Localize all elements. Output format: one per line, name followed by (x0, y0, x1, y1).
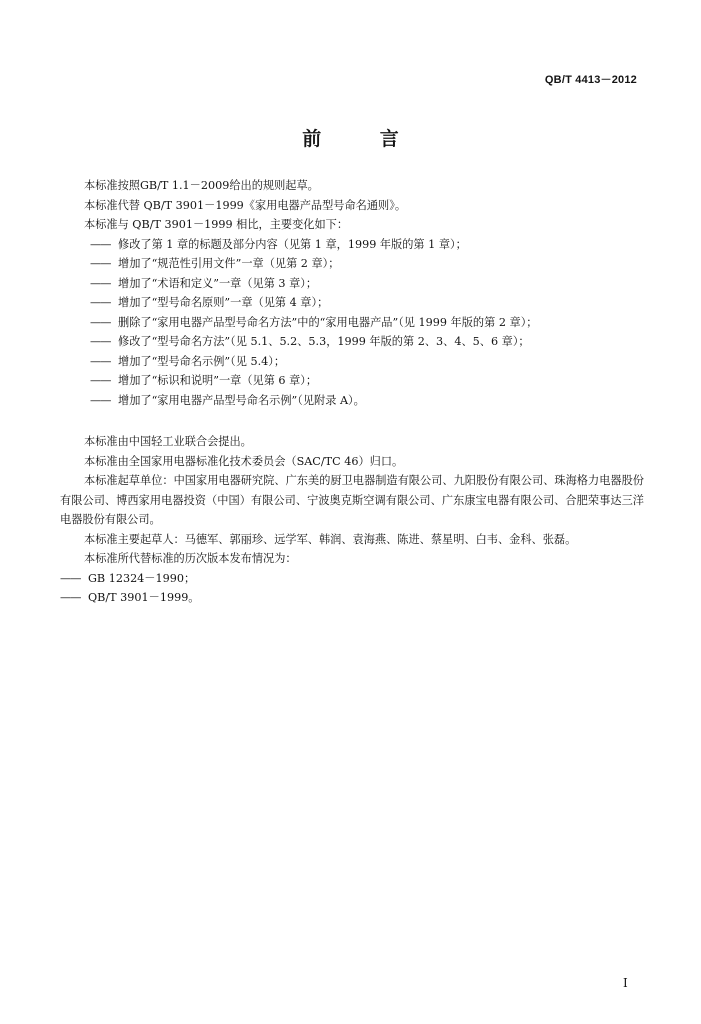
change-item (60, 332, 644, 352)
change-item (60, 352, 644, 372)
change-item (60, 371, 644, 391)
dash-mark: —— (90, 237, 111, 251)
history-text: GB 12324－1990； (88, 571, 196, 585)
intro-line: 本标准按照GB/T 1.1－2009给出的规则起草。 (84, 179, 319, 192)
dash-mark: —— (90, 393, 111, 407)
history-intro: 本标准所代替标准的历次版本发布情况为： (84, 552, 297, 565)
change-text: 增加了“规范性引用文件”一章（见第 2 章）； (118, 257, 340, 270)
centralized-line: 本标准由全国家用电器标准化技术委员会（SAC/TC 46）归口。 (84, 454, 404, 468)
change-text: 增加了“家用电器产品型号命名示例”（见附录 A）。 (118, 393, 365, 407)
dash-mark: —— (90, 257, 111, 270)
page-title: 前 言 (302, 128, 425, 150)
standard-number: QB/T 4413－2012 (544, 74, 637, 86)
page-number: I (623, 976, 628, 990)
change-text: 删除了“家用电器产品型号命名方法”中的“家用电器产品”（见 1999 年版的第 2 章）； (118, 315, 538, 329)
change-text: 增加了“术语和定义”一章（见第 3 章）； (118, 276, 318, 290)
change-item (60, 293, 644, 313)
change-item (60, 313, 644, 333)
dash-mark: —— (90, 335, 111, 348)
change-item (60, 235, 644, 255)
intro-line: 本标准代替 QB/T 3901－1999《家用电器产品型号命名通则》。 (84, 198, 407, 212)
change-text: 增加了“型号命名原则”一章（见第 4 章）； (118, 296, 329, 309)
change-text: 修改了“型号命名方法”（见 5.1、5.2、5.3，1999 年版的第 2、3、4、5、6 章）； (118, 335, 530, 348)
history-item (60, 588, 644, 608)
intro-line: 本标准与 QB/T 3901－1999 相比，主要变化如下： (84, 218, 349, 231)
change-text: 增加了“标识和说明”一章（见第 6 章）； (118, 374, 318, 387)
dash-mark: —— (90, 374, 111, 387)
dash-mark: —— (90, 276, 111, 290)
dash-mark: —— (90, 354, 111, 368)
dash-mark: —— (90, 296, 111, 309)
foreword-body-2 (60, 432, 644, 608)
dash-mark: —— (60, 571, 81, 585)
change-text: 增加了“型号命名示例”（见 5.4）； (118, 354, 286, 368)
change-item (60, 391, 644, 411)
change-item (60, 274, 644, 294)
drafting-units: 本标准起草单位：中国家用电器研究院、广东美的厨卫电器制造有限公司、九阳股份有限公司、珠海格力电器股份有限公司、博西家用电器投资（中国）有限公司、宁波奥克斯空调有限公司、广东康宝电器有限公司、合肥荣事达三洋电器股份有限公司。 (60, 474, 644, 526)
proposer-line: 本标准由中国轻工业联合会提出。 (84, 435, 252, 448)
foreword-body (60, 176, 644, 410)
history-item (60, 569, 644, 589)
history-text: QB/T 3901－1999。 (88, 591, 200, 604)
change-text: 修改了第 1 章的标题及部分内容（见第 1 章，1999 年版的第 1 章）； (118, 237, 467, 251)
change-item (60, 254, 644, 274)
drafters-line: 本标准主要起草人：马德军、郭丽珍、远学军、韩润、袁海燕、陈进、蔡星明、白韦、金科、张磊。 (84, 532, 577, 546)
dash-mark: —— (90, 315, 111, 329)
dash-mark: —— (60, 591, 81, 604)
